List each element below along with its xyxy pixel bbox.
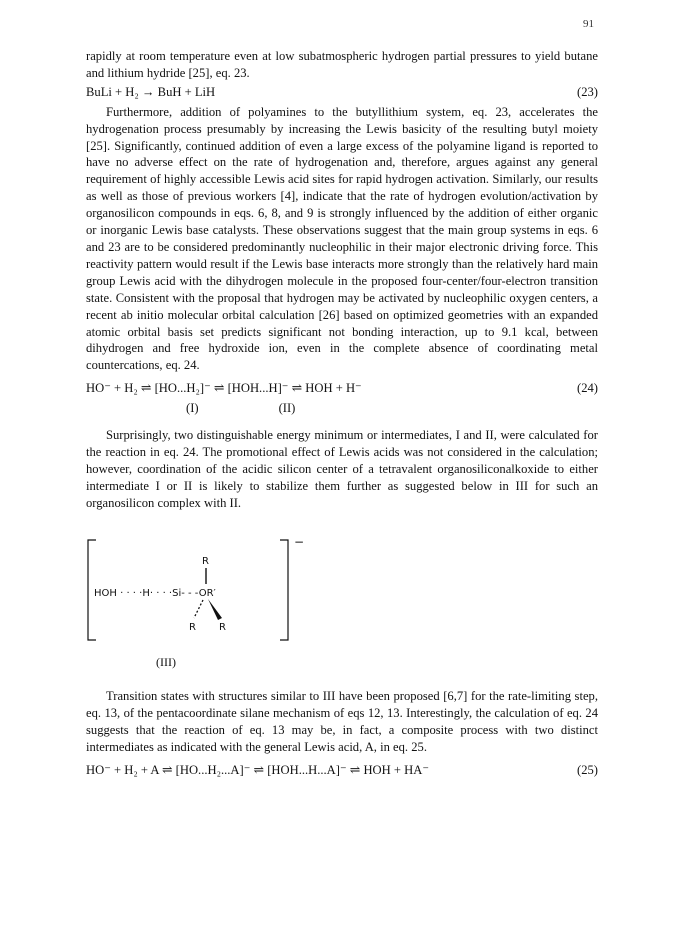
- equation-25: [86, 762, 598, 779]
- intermediate-label-1: (I): [186, 401, 199, 416]
- text-column: [86, 48, 598, 782]
- equation-24: [86, 380, 598, 397]
- equation-24-number: (24): [577, 381, 598, 396]
- paragraph-4: Transition states with structures similar to III have been proposed [6,7] for the rate-limiting step, eq. 13, of the pentacoordinate silane mechanism of eqs 12, 13. Interestingly, the calculation of eq. 24 suggests that the reaction of eq. 13 may be, in fact, a composite process with two distinct intermediates as indicated with the general Lewis acid, A, in eq. 25.: [86, 689, 598, 755]
- paragraph-2: Furthermore, addition of polyamines to the butyllithium system, eq. 23, accelerates the hydrogenation process presumably by increasing the Lewis basicity of the resulting butyl moiety [25]. Significantly, continued addition of even a large excess of the polyamine ligand is reported to have no adverse effect on the rate of hydrogenation and, therefore, argues against any general requirement of highly accessible Lewis acid sites for rapid hydrogen activation. Similarly, our results as well as those of previous workers [4], indicate that the rate of hydrogen evolution/activation by organosilicon compounds in eqs. 6, 8, and 9 is strongly influenced by the addition of either organic or inorganic Lewis base catalysts. These observations suggest that the main group systems in eqs. 6 and 23 are to be considered predominantly nucleophilic in their major electronic driving force. This reactivity pattern would result if the Lewis base interacts more strongly than the relatively hard main group Lewis acid with the dihydrogen molecule in the proposed four-center/four-electron transition state. Consistent with the proposal that hydrogen may be activated by nucleophilic oxygen centers, a recent ab initio molecular orbital calculation [26] based on optimized geometries with an expanded atomic orbital basis set predicts significant not bonding interaction, up to 9.1 kcal, between dihydrogen and free hydroxide ion, even in the complete absence of coordinating metal countercations, eq. 24.: [86, 104, 598, 373]
- equation-24-labels: [86, 400, 598, 417]
- equation-25-number: (25): [577, 763, 598, 778]
- structure-caption: (III): [156, 654, 176, 669]
- equation-25-text: HO⁻ + H₂ + A ⇌ [HO...H₂...A]⁻ ⇌ [HOH...H...A]⁻ ⇌ HOH + HA⁻: [86, 763, 429, 778]
- structure-bottom-r-left: R: [189, 621, 196, 633]
- structure-bottom-r-right: R: [219, 621, 226, 633]
- equation-23-text: BuLi + H₂ → BuH + LiH: [86, 84, 216, 99]
- structure-iii: [86, 534, 306, 646]
- structure-main-line: HOH · · · ·H· · · ·Si- - -OR′: [94, 587, 216, 599]
- page-number: 91: [583, 18, 594, 30]
- intermediate-label-2: (II): [278, 401, 296, 416]
- paragraph-3: Surprisingly, two distinguishable energy minimum or intermediates, I and II, were calculated for the reaction in eq. 24. The promotional effect of Lewis acids was not considered in the calculation; however, coordination of the acidic silicon center of a tetravalent organosiliconalkoxide to either intermediate I or II is likely to stabilize them further as suggested below in III for such an organosilicon complex with II.: [86, 428, 598, 510]
- paragraph-1: rapidly at room temperature even at low subatmospheric hydrogen partial pressures to yield butane and lithium hydride [25], eq. 23.: [86, 49, 598, 80]
- equation-23: [86, 84, 598, 101]
- equation-23-number: (23): [577, 84, 598, 99]
- equation-24-block: [86, 380, 598, 417]
- equation-24-text: HO⁻ + H₂ ⇌ [HO...H₂]⁻ ⇌ [HOH...H]⁻ ⇌ HOH + H⁻: [86, 381, 362, 396]
- structure-charge: −: [294, 534, 305, 549]
- structure-top-r: R: [202, 555, 209, 567]
